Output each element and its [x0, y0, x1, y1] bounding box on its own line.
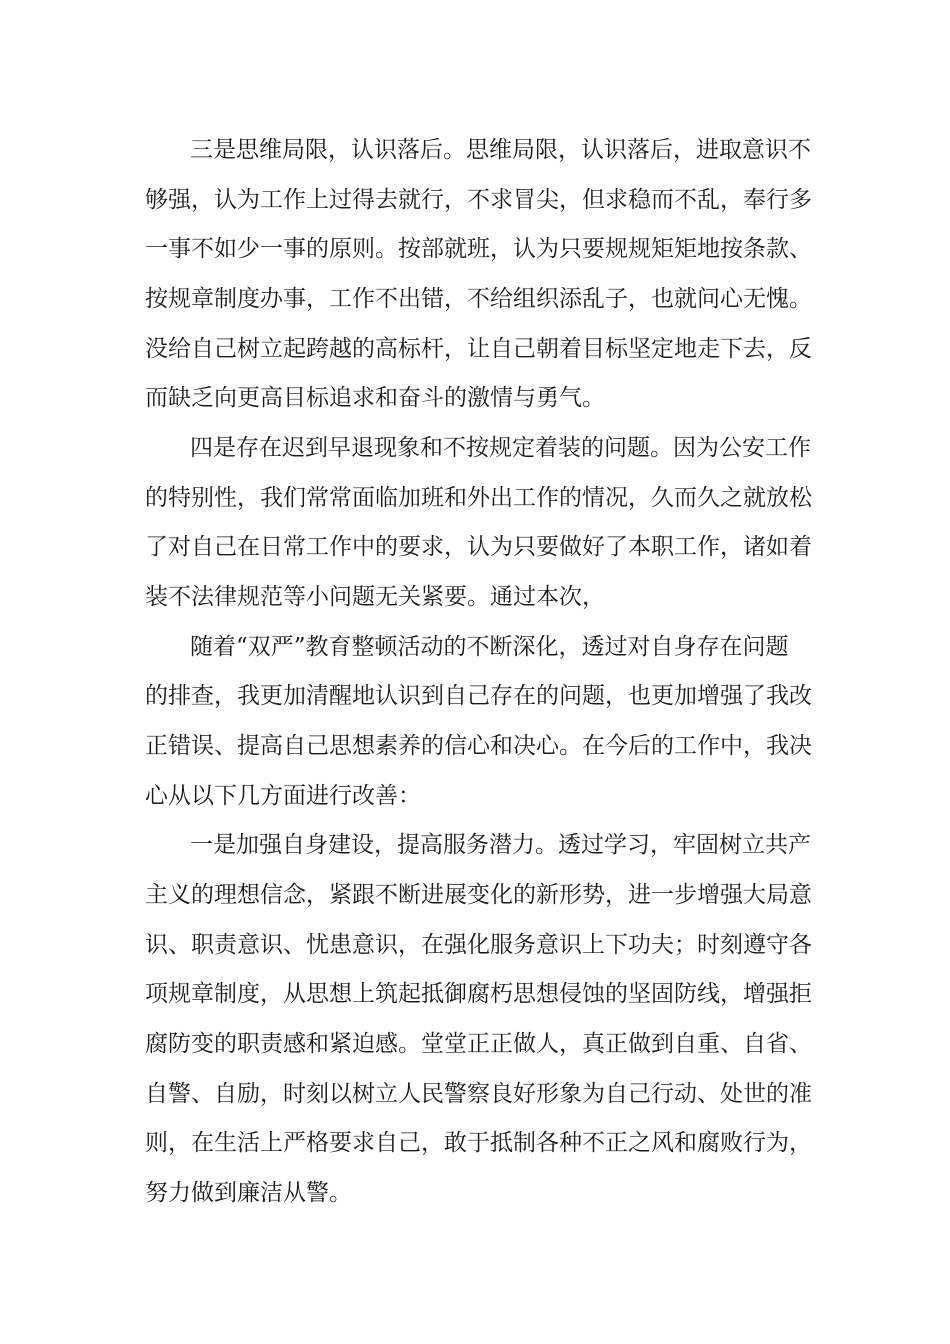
- paragraph-4-line-1: 一是加强自身建设，提高服务潜力。透过学习，牢固树立共产: [190, 832, 811, 858]
- paragraph-3-line-1: 随着“双严”教育整顿活动的不断深化，透过对自身存在问题: [190, 634, 789, 660]
- paragraph-1-line-6: 而缺乏向更高目标追求和奋斗的激情与勇气。: [145, 385, 605, 411]
- paragraph-4-line-8: 努力做到廉洁从警。: [145, 1180, 352, 1206]
- paragraph-2-line-3: 了对自己在日常工作中的要求，认为只要做好了本职工作，诸如着: [145, 534, 812, 560]
- paragraph-4-line-5: 腐防变的职责感和紧迫感。堂堂正正做人，真正做到自重、自省、: [145, 1031, 812, 1057]
- paragraph-1-line-3: 一事不如少一事的原则。按部就班，认为只要规规矩矩地按条款、: [145, 236, 812, 262]
- paragraph-4-line-7: 则，在生活上严格要求自己，敢于抵制各种不正之风和腐败行为，: [145, 1130, 812, 1156]
- paragraph-3-line-4: 心从以下几方面进行改善：: [145, 783, 421, 809]
- paragraph-2-line-2: 的特别性，我们常常面临加班和外出工作的情况，久而久之就放松: [145, 485, 812, 511]
- paragraph-4-line-2: 主义的理想信念，紧跟不断进展变化的新形势，进一步增强大局意: [145, 882, 812, 908]
- paragraph-1-line-1: 三是思维局限，认识落后。思维局限，认识落后，进取意识不: [190, 137, 811, 163]
- paragraph-4-line-3: 识、职责意识、忧患意识，在强化服务意识上下功夫；时刻遵守各: [145, 932, 812, 958]
- paragraph-4-line-4: 项规章制度，从思想上筑起抵御腐朽思想侵蚀的坚固防线，增强拒: [145, 981, 812, 1007]
- paragraph-4-line-6: 自警、自励，时刻以树立人民警察良好形象为自己行动、处世的准: [145, 1081, 812, 1107]
- paragraph-1-line-5: 没给自己树立起跨越的高标杆，让自己朝着目标坚定地走下去，反: [145, 336, 812, 362]
- paragraph-3-line-2: 的排查，我更加清醒地认识到自己存在的问题，也更加增强了我改: [145, 683, 812, 709]
- paragraph-3-line-3: 正错误、提高自己思想素养的信心和决心。在今后的工作中，我决: [145, 733, 812, 759]
- paragraph-1-line-2: 够强，认为工作上过得去就行，不求冒尖，但求稳而不乱，奉行多: [145, 187, 812, 213]
- paragraph-1-line-4: 按规章制度办事，工作不出错，不给组织添乱子，也就问心无愧。: [145, 286, 812, 312]
- paragraph-2-line-4: 装不法律规范等小问题无关紧要。通过本次，: [145, 584, 605, 610]
- paragraph-2-line-1: 四是存在迟到早退现象和不按规定着装的问题。因为公安工作: [190, 435, 811, 461]
